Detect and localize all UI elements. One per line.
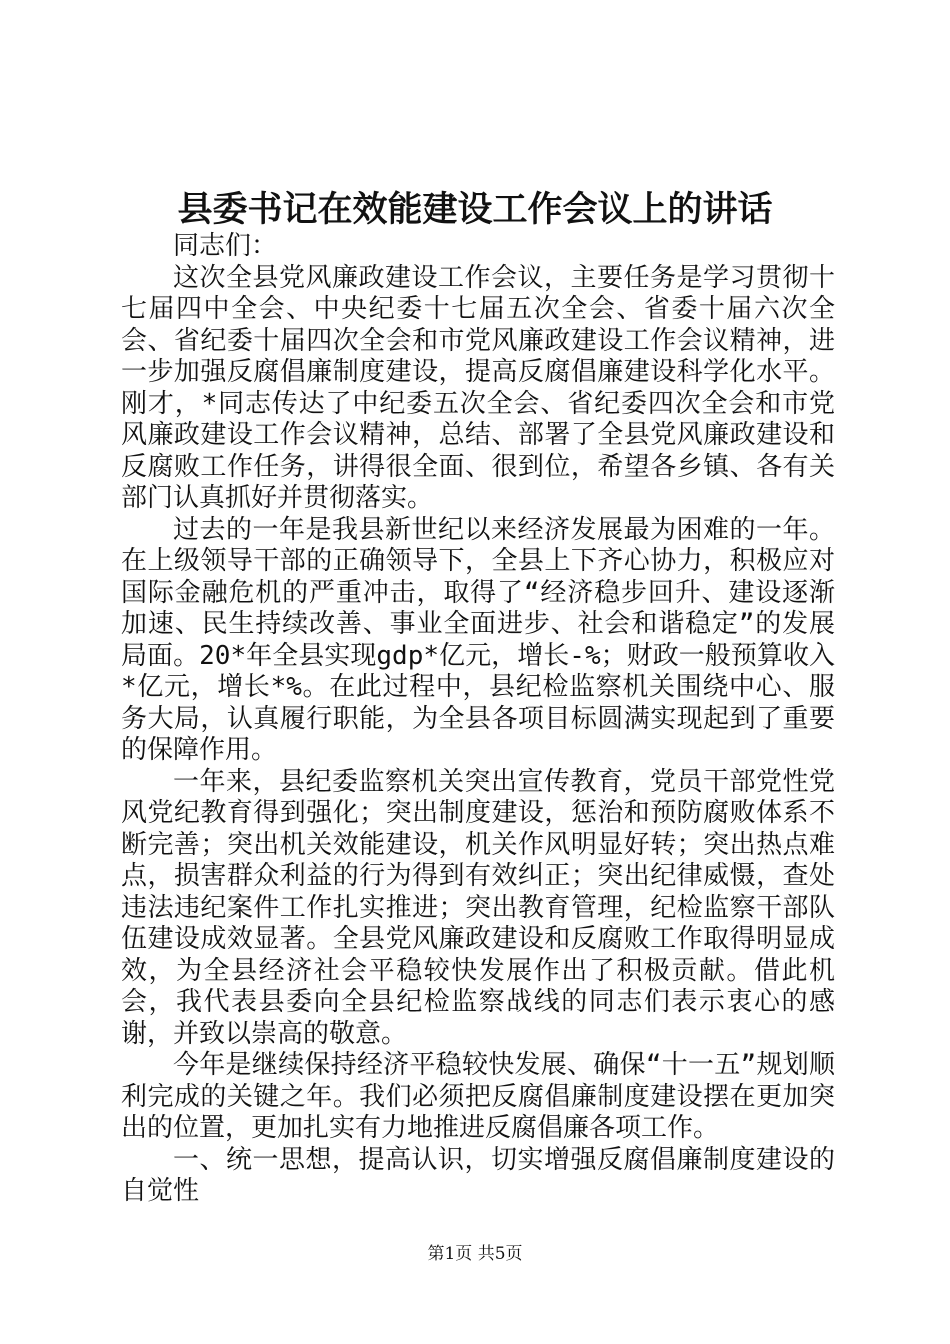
- paragraph: 这次全县党风廉政建设工作会议，主要任务是学习贯彻十七届四中全会、中央纪委十七届五次全会、省委十届六次全会、省纪委十届四次全会和市党风廉政建设工作会议精神，进一步加强反腐倡廉制度建设，提高反腐倡廉建设科学化水平。刚才，*同志传达了中纪委五次全会、省纪委四次全会和市党风廉政建设工作会议精神，总结、部署了全县党风廉政建设和反腐败工作任务，讲得很全面、很到位，希望各乡镇、各有关部门认真抓好并贯彻落实。: [121, 262, 835, 513]
- section-heading: 一、统一思想，提高认识，切实增强反腐倡廉制度建设的自觉性: [121, 1144, 835, 1206]
- paragraph: 过去的一年是我县新世纪以来经济发展最为困难的一年。在上级领导干部的正确领导下，全县上下齐心协力，积极应对国际金融危机的严重冲击，取得了“经济稳步回升、建设逐渐加速、民生持续改善、事业全面进步、社会和谐稳定”的发展局面。20*年全县实现gdp*亿元，增长-%；财政一般预算收入*亿元，增长*%。在此过程中，县纪检监察机关围绕中心、服务大局，认真履行职能，为全县各项目标圆满实现起到了重要的保障作用。: [121, 514, 835, 765]
- paragraph: 一年来，县纪委监察机关突出宣传教育，党员干部党性党风党纪教育得到强化；突出制度建设，惩治和预防腐败体系不断完善；突出机关效能建设，机关作风明显好转；突出热点难点，损害群众利益的行为得到有效纠正；突出纪律威慑，查处违法违纪案件工作扎实推进；突出教育管理，纪检监察干部队伍建设成效显著。全县党风廉政建设和反腐败工作取得明显成效，为全县经济社会平稳较快发展作出了积极贡献。借此机会，我代表县委向全县纪检监察战线的同志们表示衷心的感谢，并致以崇高的敬意。: [121, 766, 835, 1049]
- paragraph: 今年是继续保持经济平稳较快发展、确保“十一五”规划顺利完成的关键之年。我们必须把反腐倡廉制度建设摆在更加突出的位置，更加扎实有力地推进反腐倡廉各项工作。: [121, 1050, 835, 1143]
- document-title: 县委书记在效能建设工作会议上的讲话: [177, 189, 773, 230]
- document-body: [121, 231, 835, 1208]
- salutation: 同志们：: [173, 231, 278, 261]
- page-footer: 第1页 共5页: [427, 1244, 523, 1264]
